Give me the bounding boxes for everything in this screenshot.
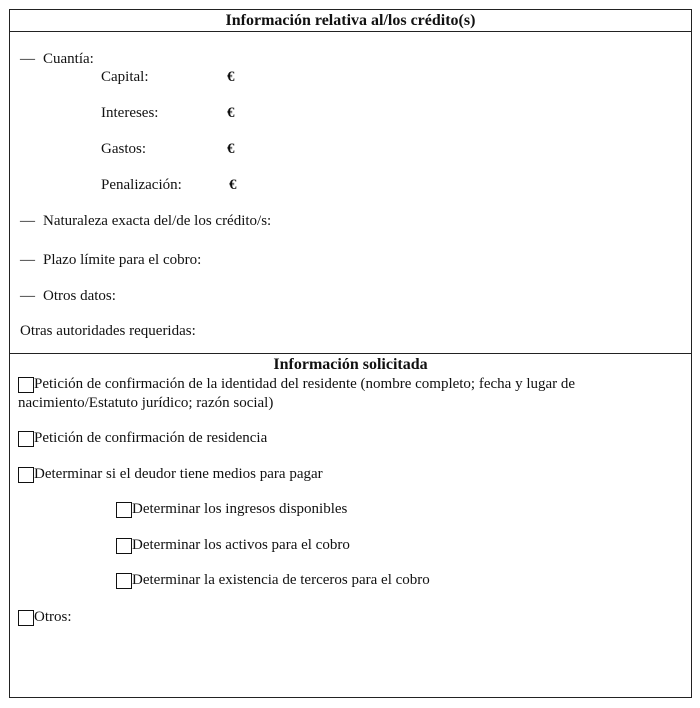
assets-option-label: Determinar los activos para el cobro [132, 537, 350, 553]
credit-section-title: Información relativa al/los crédito(s) [10, 10, 691, 32]
interest-label: Intereses: [101, 105, 159, 121]
nature-label: Naturaleza exacta del/de los crédito/s: [43, 213, 272, 229]
income-option-label: Determinar los ingresos disponibles [132, 501, 348, 517]
others-option-label: Otros: [34, 609, 72, 625]
others-checkbox[interactable] [18, 610, 34, 626]
amount-label: Cuantía: [43, 51, 94, 67]
means-option-label: Determinar si el deudor tiene medios para pagar [34, 466, 323, 482]
identity-option-line1: Petición de confirmación de la identidad del residente (nombre completo; fecha y lugar de [34, 376, 576, 392]
expenses-label: Gastos: [101, 141, 146, 157]
deadline-label: Plazo límite para el cobro: [43, 252, 202, 268]
residence-option-label: Petición de confirmación de residencia [34, 430, 268, 446]
capital-label: Capital: [101, 69, 149, 85]
dash-marker: — [20, 213, 35, 229]
expenses-currency: € [227, 141, 235, 157]
assets-checkbox[interactable] [116, 538, 132, 554]
identity-option-line2: nacimiento/Estatuto jurídico; razón social) [18, 395, 274, 411]
third-parties-checkbox[interactable] [116, 573, 132, 589]
dash-marker: — [20, 252, 35, 268]
capital-currency: € [227, 69, 235, 85]
income-checkbox[interactable] [116, 502, 132, 518]
penalty-label: Penalización: [101, 177, 182, 193]
third-parties-option-label: Determinar la existencia de terceros para el cobro [132, 572, 430, 588]
section-divider [10, 353, 691, 354]
dash-marker: — [20, 288, 35, 304]
requested-section-title: Información solicitada [273, 356, 428, 373]
penalty-currency: € [229, 177, 237, 193]
other-authorities-label: Otras autoridades requeridas: [20, 323, 196, 339]
other-data-label: Otros datos: [43, 288, 116, 304]
form-frame [9, 9, 692, 698]
interest-currency: € [227, 105, 235, 121]
means-checkbox[interactable] [18, 467, 34, 483]
residence-checkbox[interactable] [18, 431, 34, 447]
identity-checkbox[interactable] [18, 377, 34, 393]
dash-marker: — [20, 51, 35, 67]
